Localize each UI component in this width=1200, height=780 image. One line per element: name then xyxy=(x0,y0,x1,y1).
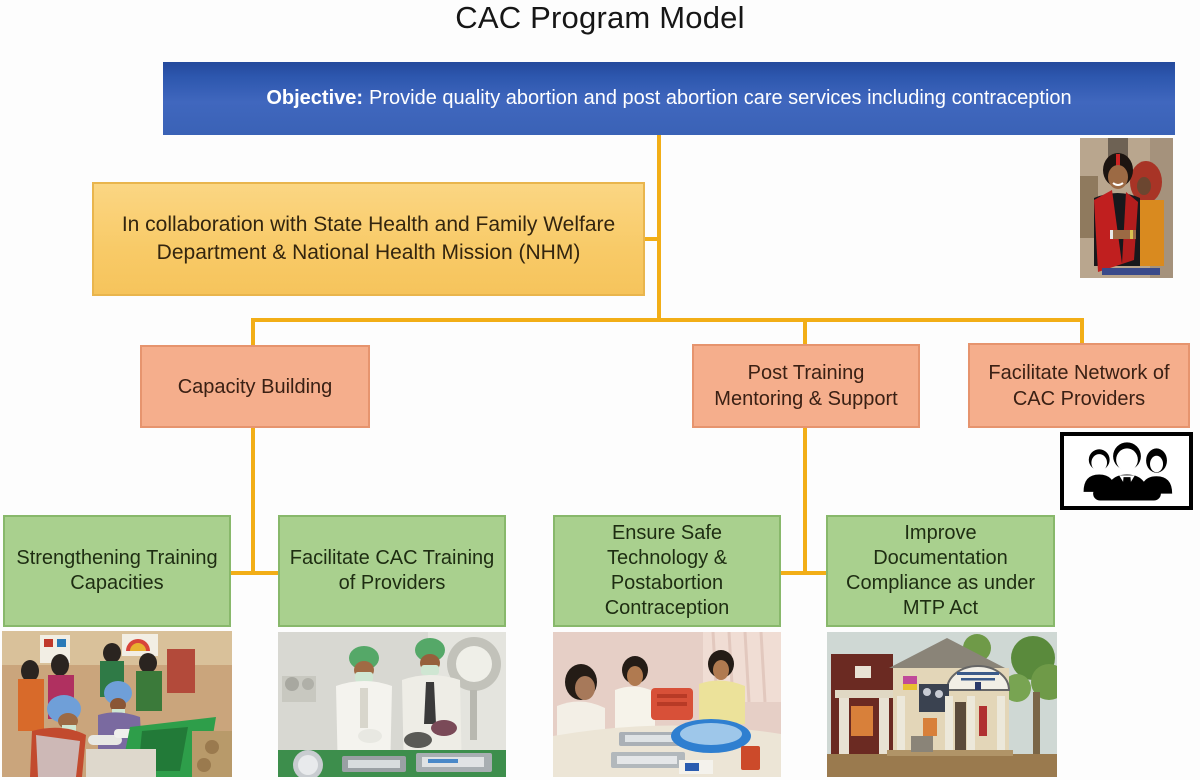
connector-cross-post-training xyxy=(779,571,827,575)
community-women-photo xyxy=(1080,138,1173,278)
cac-provider-training-photo xyxy=(278,632,506,777)
strategy-box-facilitate-network: Facilitate Network of CAC Providers xyxy=(968,343,1190,428)
primary-health-centre-photo xyxy=(827,632,1057,777)
connector-drop-capacity xyxy=(251,318,255,346)
objective-text: Objective: Provide quality abortion and post abortion care services including contraception xyxy=(266,87,1072,109)
connector-horizontal-main xyxy=(251,318,1084,322)
strategy-box-post-training-mentoring: Post Training Mentoring & Support xyxy=(692,344,920,428)
connector-vertical-capacity xyxy=(251,428,255,575)
page-title: CAC Program Model xyxy=(455,0,745,35)
strategy-box-capacity-building: Capacity Building xyxy=(140,345,370,428)
connector-cross-capacity xyxy=(229,571,279,575)
objective-box xyxy=(163,62,1175,135)
cac-providers-network-frame xyxy=(1060,432,1193,510)
safe-technology-demo-photo xyxy=(553,632,781,777)
connector-vertical-post-training xyxy=(803,428,807,575)
activity-box-improve-documentation: Improve Documentation Compliance as under MTP Act xyxy=(826,515,1055,627)
objective-label: Objective: xyxy=(266,87,364,109)
activity-box-strengthening-training: Strengthening Training Capacities xyxy=(3,515,231,627)
connector-collaboration-stub xyxy=(645,237,659,241)
connector-drop-network xyxy=(1080,318,1084,344)
connector-vertical-main xyxy=(657,135,661,322)
collaboration-box xyxy=(92,182,645,296)
activity-box-facilitate-cac-training: Facilitate CAC Training of Providers xyxy=(278,515,506,627)
people-group-icon xyxy=(1067,438,1187,504)
training-capacity-photo xyxy=(2,631,232,777)
activity-box-ensure-safe-technology: Ensure Safe Technology & Postabortion Contraception xyxy=(553,515,781,627)
connector-drop-post-training xyxy=(803,318,807,345)
collaboration-text: In collaboration with State Health and Family Welfare Department & National Health Mission (NHM) xyxy=(121,212,616,264)
